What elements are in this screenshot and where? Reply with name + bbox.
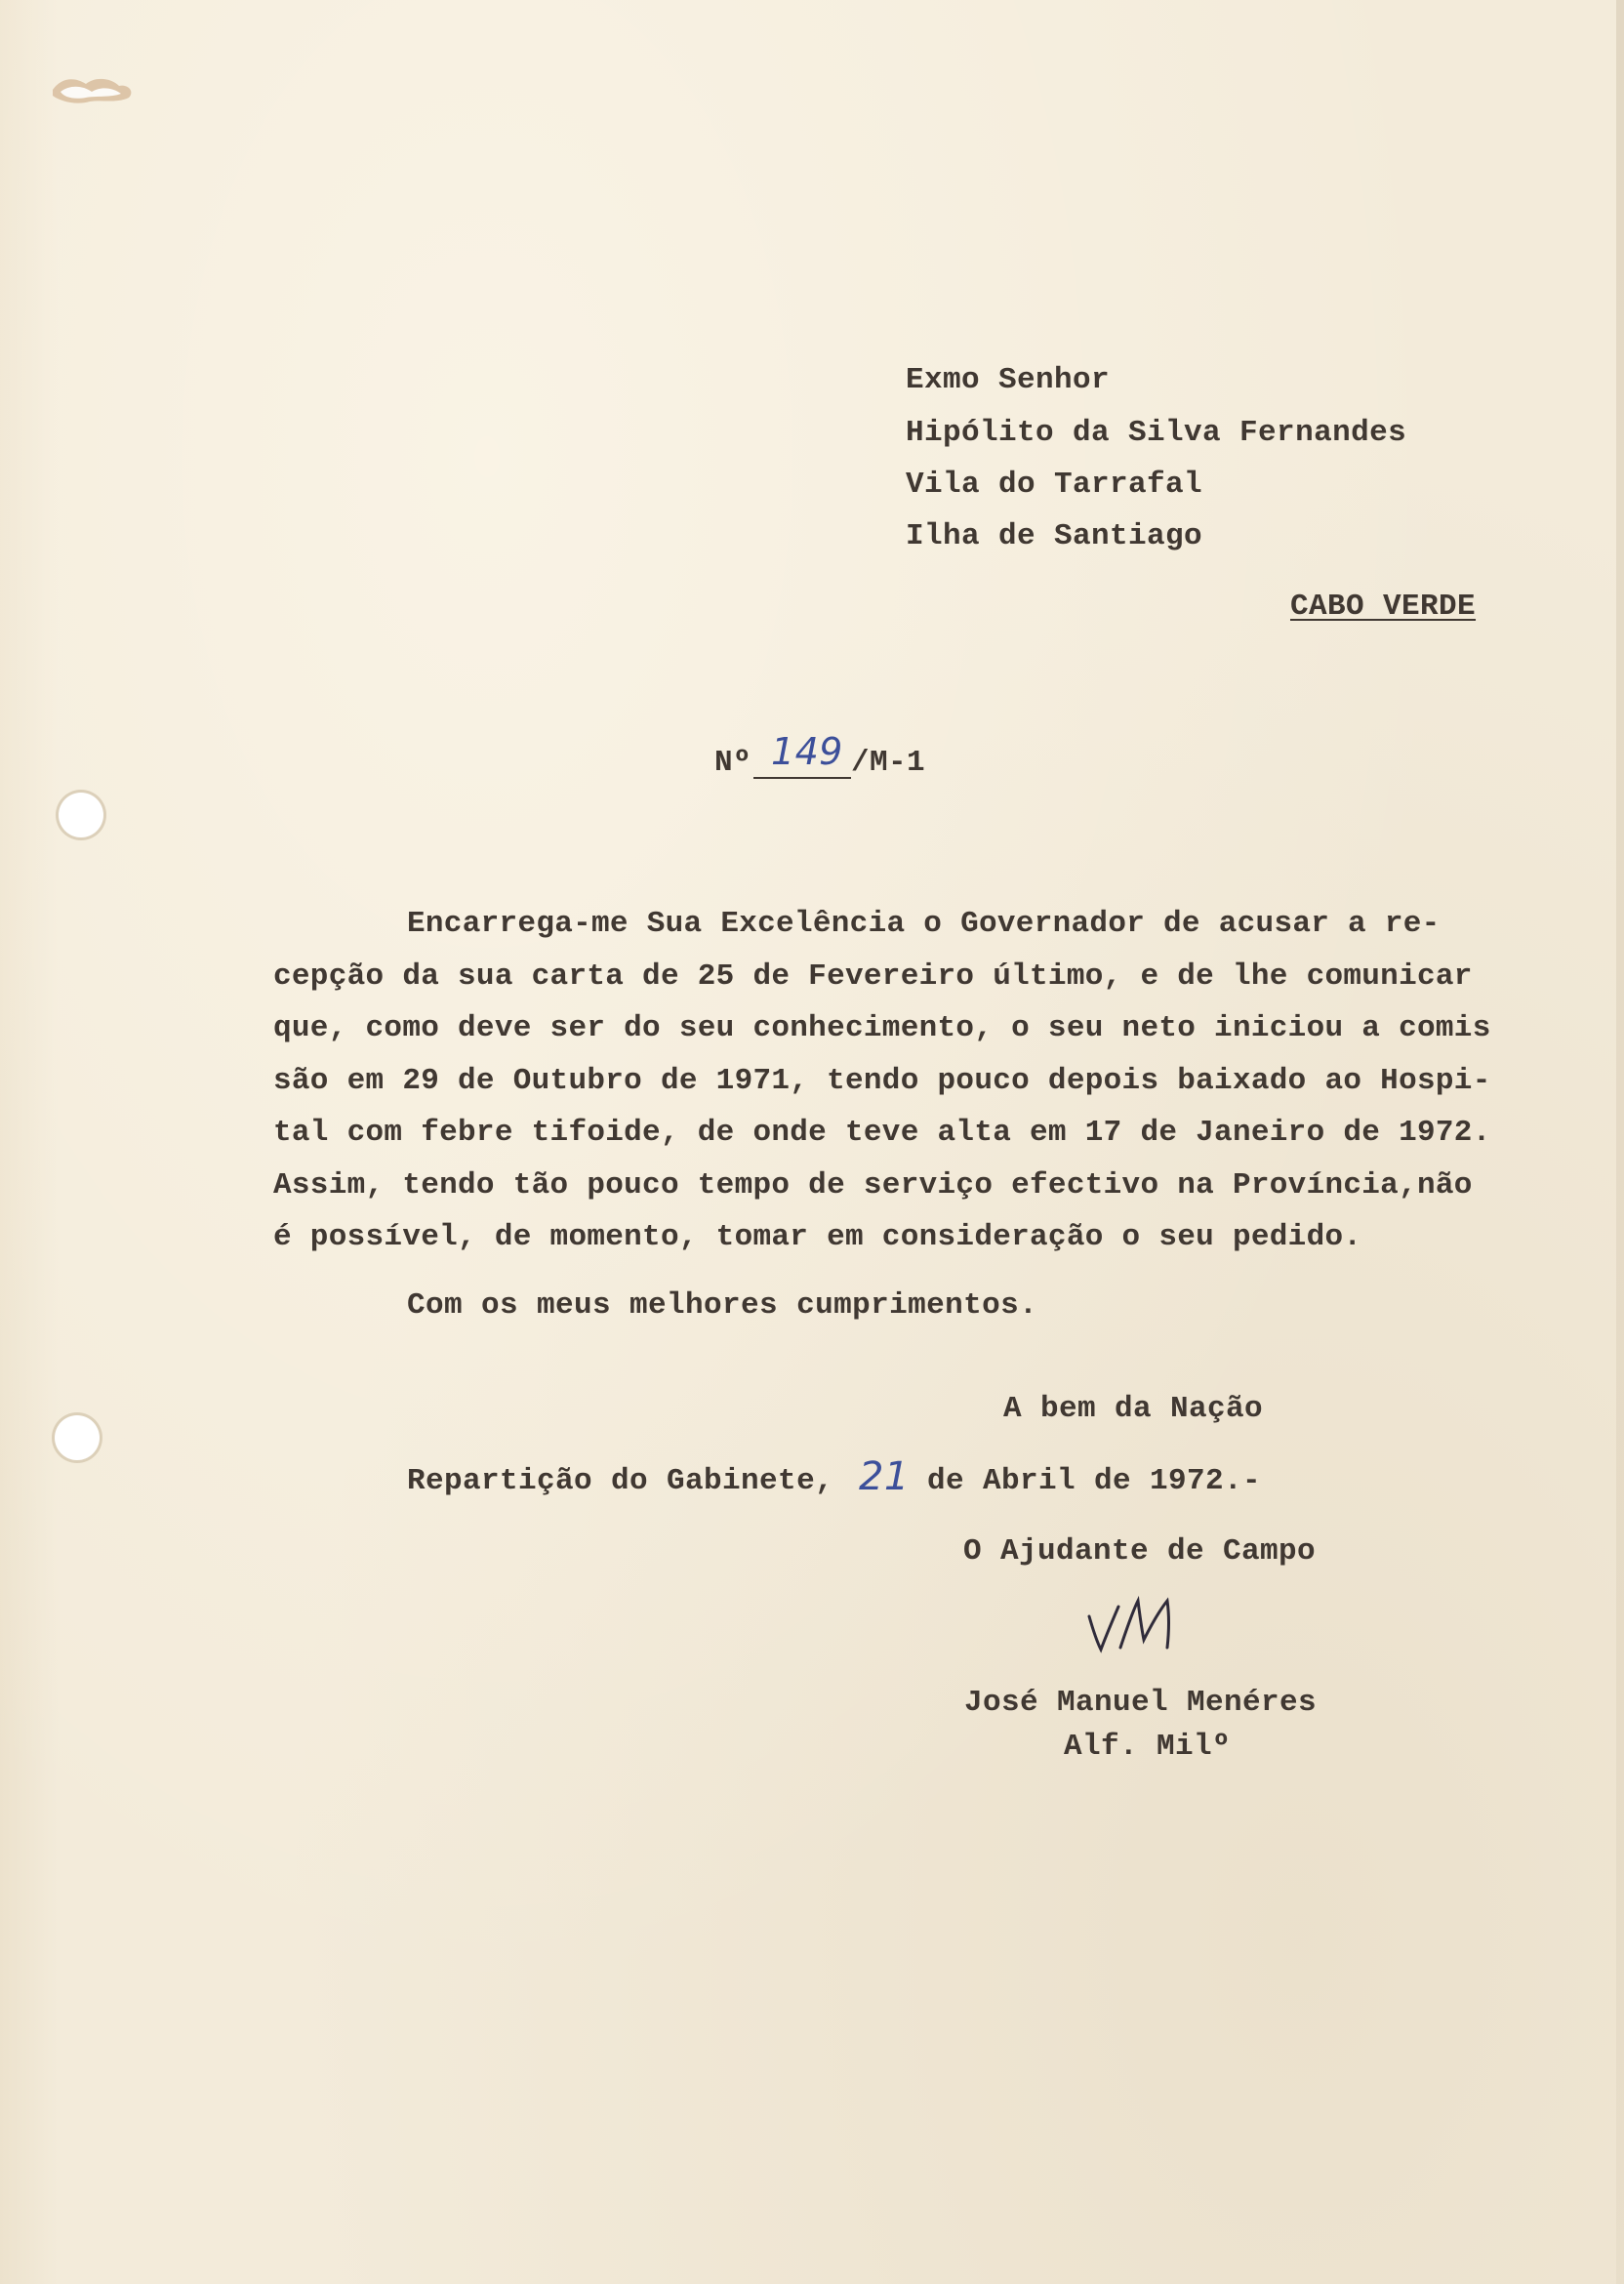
- signer-role: O Ajudante de Campo: [963, 1534, 1317, 1569]
- date-handwritten-day: 21: [859, 1454, 910, 1499]
- recipient-name: Hipólito da Silva Fernandes: [906, 416, 1407, 450]
- letter-body: [273, 898, 1542, 1264]
- date-place: Repartição do Gabinete,: [407, 1464, 834, 1498]
- body-line-7: é possível, de momento, tomar em consideração o seu pedido.: [273, 1220, 1362, 1254]
- recipient-salutation: Exmo Senhor: [906, 363, 1111, 397]
- body-line-1: Encarrega-me Sua Excelência o Governador de acusar a re-: [407, 907, 1441, 941]
- signature: [1083, 1591, 1191, 1659]
- date-month-year: de Abril de 1972.-: [927, 1464, 1262, 1498]
- reference-suffix: /M-1: [851, 746, 926, 780]
- motto: A bem da Nação: [1003, 1392, 1264, 1426]
- recipient-country: CABO VERDE: [1290, 590, 1477, 624]
- recipient-town: Vila do Tarrafal: [906, 468, 1203, 502]
- recipient-island: Ilha de Santiago: [906, 519, 1203, 553]
- paper-damage-mark: [47, 72, 137, 107]
- punch-hole-bottom: [55, 1415, 100, 1460]
- reference-blank-line: [753, 777, 851, 779]
- punch-hole-top: [59, 793, 103, 837]
- body-line-5: tal com febre tifoide, de onde teve alta em 17 de Janeiro de 1972.: [273, 1116, 1491, 1150]
- body-line-3: que, como deve ser do seu conhecimento, o seu neto iniciou a comis: [273, 1011, 1491, 1045]
- signer-name: José Manuel Menéres: [964, 1686, 1318, 1720]
- body-line-6: Assim, tendo tão pouco tempo de serviço efectivo na Província,não: [273, 1167, 1473, 1203]
- body-line-4: são em 29 de Outubro de 1971, tendo pouco depois baixado ao Hospi-: [273, 1063, 1491, 1098]
- closing-greeting: Com os meus melhores cumprimentos.: [407, 1288, 1038, 1323]
- reference-prefix: Nº: [714, 746, 752, 780]
- signer-rank: Alf. Milº: [1064, 1730, 1232, 1764]
- body-line-2: cepção da sua carta de 25 de Fevereiro último, e de lhe comunicar: [273, 958, 1473, 994]
- reference-handwritten-number: 149: [771, 730, 843, 773]
- paper-edge: [1616, 0, 1624, 2284]
